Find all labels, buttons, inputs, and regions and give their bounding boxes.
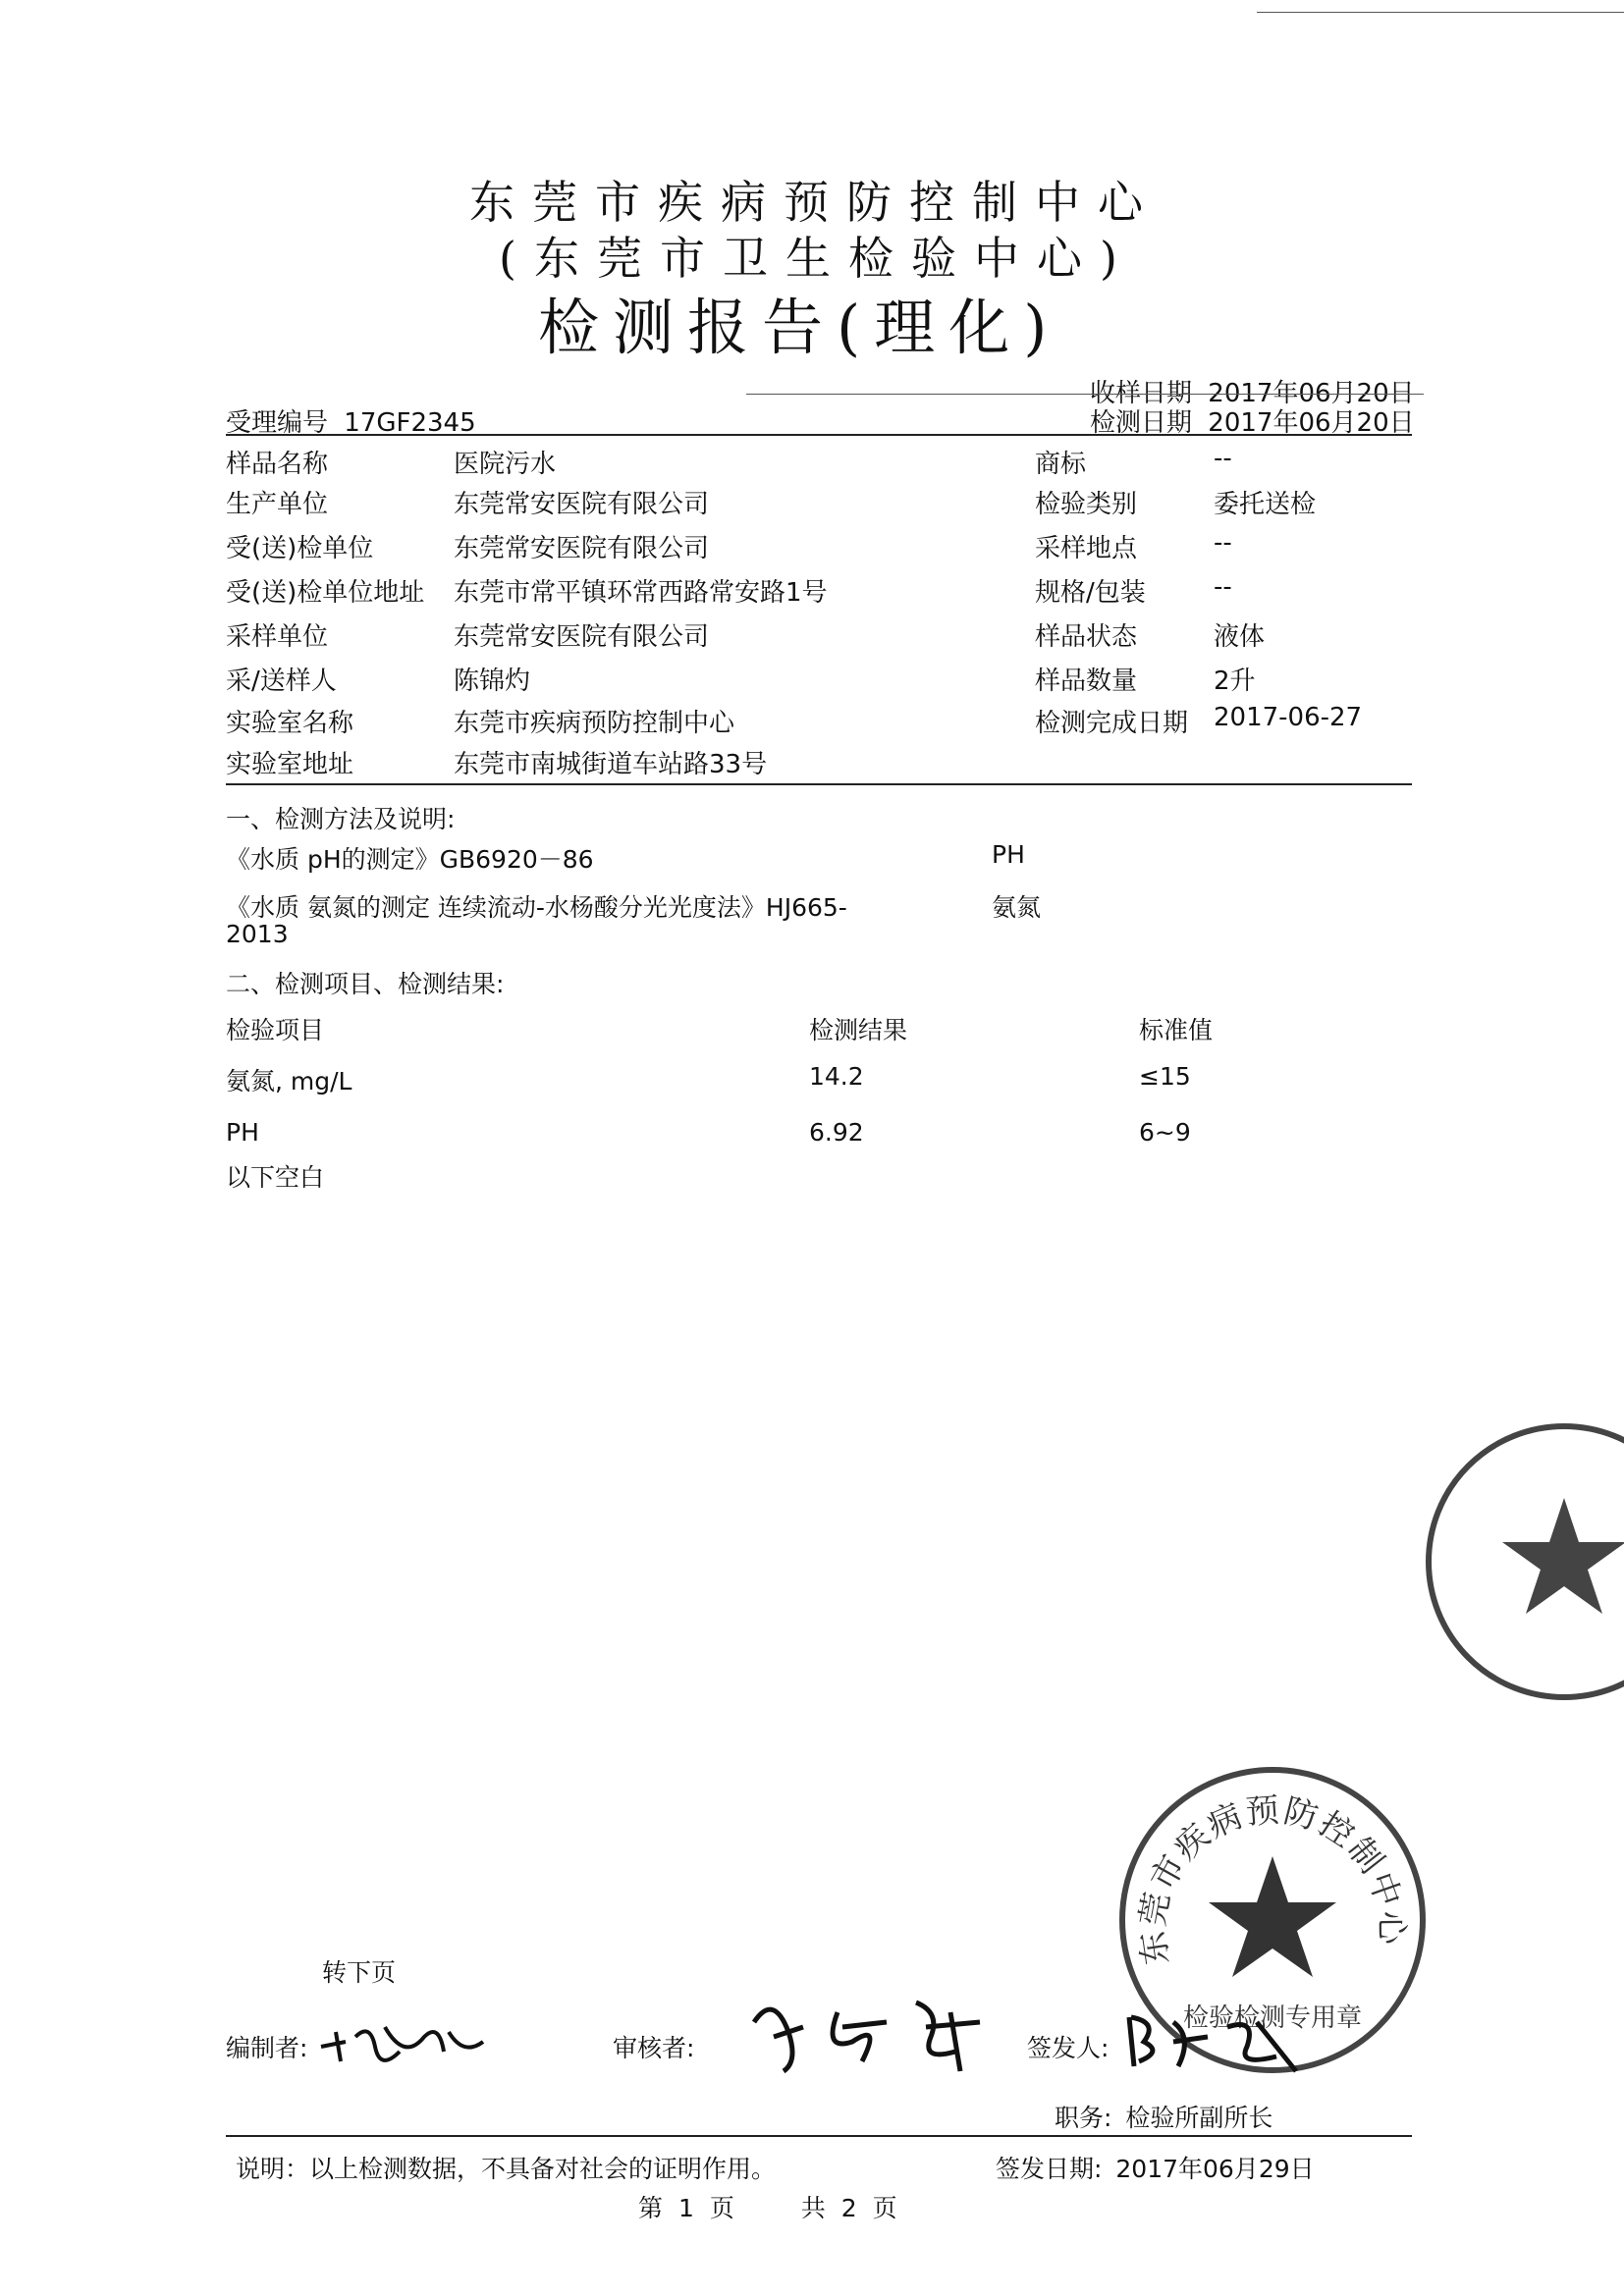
org-title: 东莞市疾病预防控制中心 [469,176,1161,229]
info-label: 规格/包装 [1035,578,1146,608]
scan-edge-line [1257,12,1624,13]
receive-date-value: 2017年06月20日 [1208,379,1415,408]
receive-date-label: 收样日期 [1090,379,1193,408]
result-standard: 6~9 [1139,1118,1191,1147]
accept-number-label: 受理编号 [226,408,329,438]
info-value: 东莞常安医院有限公司 [454,490,710,519]
seal-star-icon [1502,1498,1624,1614]
info-value: 2017-06-27 [1214,703,1363,732]
test-date-value: 2017年06月20日 [1208,408,1415,438]
info-rule [226,783,1412,785]
seal-star-icon [1209,1856,1336,1977]
method-text-cont: 2013 [226,920,289,948]
method-text: 《水质 pH的测定》GB6920－86 [226,845,594,874]
info-label: 样品数量 [1035,667,1138,696]
position-value: 检验所副所长 [1125,2104,1273,2132]
info-value: 2升 [1214,667,1256,696]
info-value: -- [1214,444,1232,473]
method-item: 氨氮 [992,893,1042,922]
info-value: 医院污水 [454,450,557,479]
info-value: 陈锦灼 [454,667,531,696]
issue-date-value: 2017年06月29日 [1115,2155,1315,2183]
info-label: 采样地点 [1035,534,1138,563]
result-value: 6.92 [809,1118,864,1147]
info-label: 生产单位 [226,490,329,519]
handwritten-signature-icon [1119,1998,1316,2076]
info-value: -- [1214,528,1232,558]
results-col-standard: 标准值 [1139,1016,1214,1044]
info-value: 液体 [1214,622,1266,652]
results-col-result: 检测结果 [809,1016,908,1044]
info-value: 东莞市疾病预防控制中心 [454,709,735,738]
info-value: 东莞市常平镇环常西路常安路1号 [454,578,828,608]
page-prefix: 第 [638,2194,664,2222]
test-date-label: 检测日期 [1090,408,1193,438]
position [1055,2099,1272,2134]
info-value: 委托送检 [1214,490,1317,519]
methods-heading: 一、检测方法及说明: [226,805,456,833]
handwritten-signature-icon [744,1983,1000,2081]
info-label: 实验室名称 [226,709,354,738]
blank-below-note: 以下空白 [226,1163,325,1192]
info-value: 东莞市南城街道车站路33号 [454,750,768,779]
seal-arc-text: 东莞市疾病预防控制中心 [1132,1790,1412,1968]
info-label: 采/送样人 [226,667,337,696]
result-value: 14.2 [809,1062,864,1091]
info-label: 检验类别 [1035,490,1138,519]
result-item: 氨氮, mg/L [226,1067,352,1095]
report-title: 检测报告(理化) [538,292,1061,363]
result-item: PH [226,1118,259,1147]
reviewer-label: 审核者: [613,2034,695,2062]
disclaimer-note: 说明：以上检测数据，不具备对社会的证明作用。 [236,2155,777,2183]
page-total-prefix: 共 [800,2194,826,2222]
continue-next-page: 转下页 [322,1958,397,1987]
issuer-signature [1119,1998,1316,2080]
info-label: 实验室地址 [226,750,354,779]
issuer-label: 签发人: [1027,2034,1110,2062]
result-standard: ≤15 [1139,1062,1191,1091]
reviewer-signature [744,1983,1000,2085]
page-mid: 页 [709,2194,734,2222]
page-current: 1 [677,2194,694,2222]
info-label: 受(送)检单位 [226,534,374,563]
method-item: PH [992,840,1025,869]
page-total: 2 [840,2194,857,2222]
results-heading: 二、检测项目、检测结果: [226,970,505,998]
info-label: 受(送)检单位地址 [226,578,425,608]
method-text: 《水质 氨氮的测定 连续流动-水杨酸分光光度法》HJ665- [226,893,847,922]
prepared-by-signature [316,2002,493,2085]
info-value: -- [1214,572,1232,602]
position-label: 职务: [1055,2104,1112,2132]
accept-number-value: 17GF2345 [344,408,476,438]
info-value: 东莞常安医院有限公司 [454,622,710,652]
issue-date-label: 签发日期: [996,2155,1103,2183]
footer-rule [226,2135,1412,2137]
info-label: 商标 [1035,450,1087,479]
info-label: 样品状态 [1035,622,1138,652]
official-seal-partial [1426,1423,1624,1700]
info-label: 采样单位 [226,622,329,652]
info-label: 样品名称 [226,450,329,479]
date-underline [746,394,1424,395]
info-value: 东莞常安医院有限公司 [454,534,710,563]
seal-bottom-text: 检验检测专用章 [1182,2003,1363,2033]
header-rule [226,434,1412,436]
page-suffix: 页 [872,2194,897,2222]
org-subtitle: (东莞市卫生检验中心) [499,232,1135,285]
issue-date [996,2150,1315,2185]
handwritten-signature-icon [316,2002,493,2081]
results-col-item: 检验项目 [226,1016,325,1044]
prepared-by-label: 编制者: [226,2034,308,2062]
page-number [638,2189,897,2224]
info-label: 检测完成日期 [1035,709,1189,738]
